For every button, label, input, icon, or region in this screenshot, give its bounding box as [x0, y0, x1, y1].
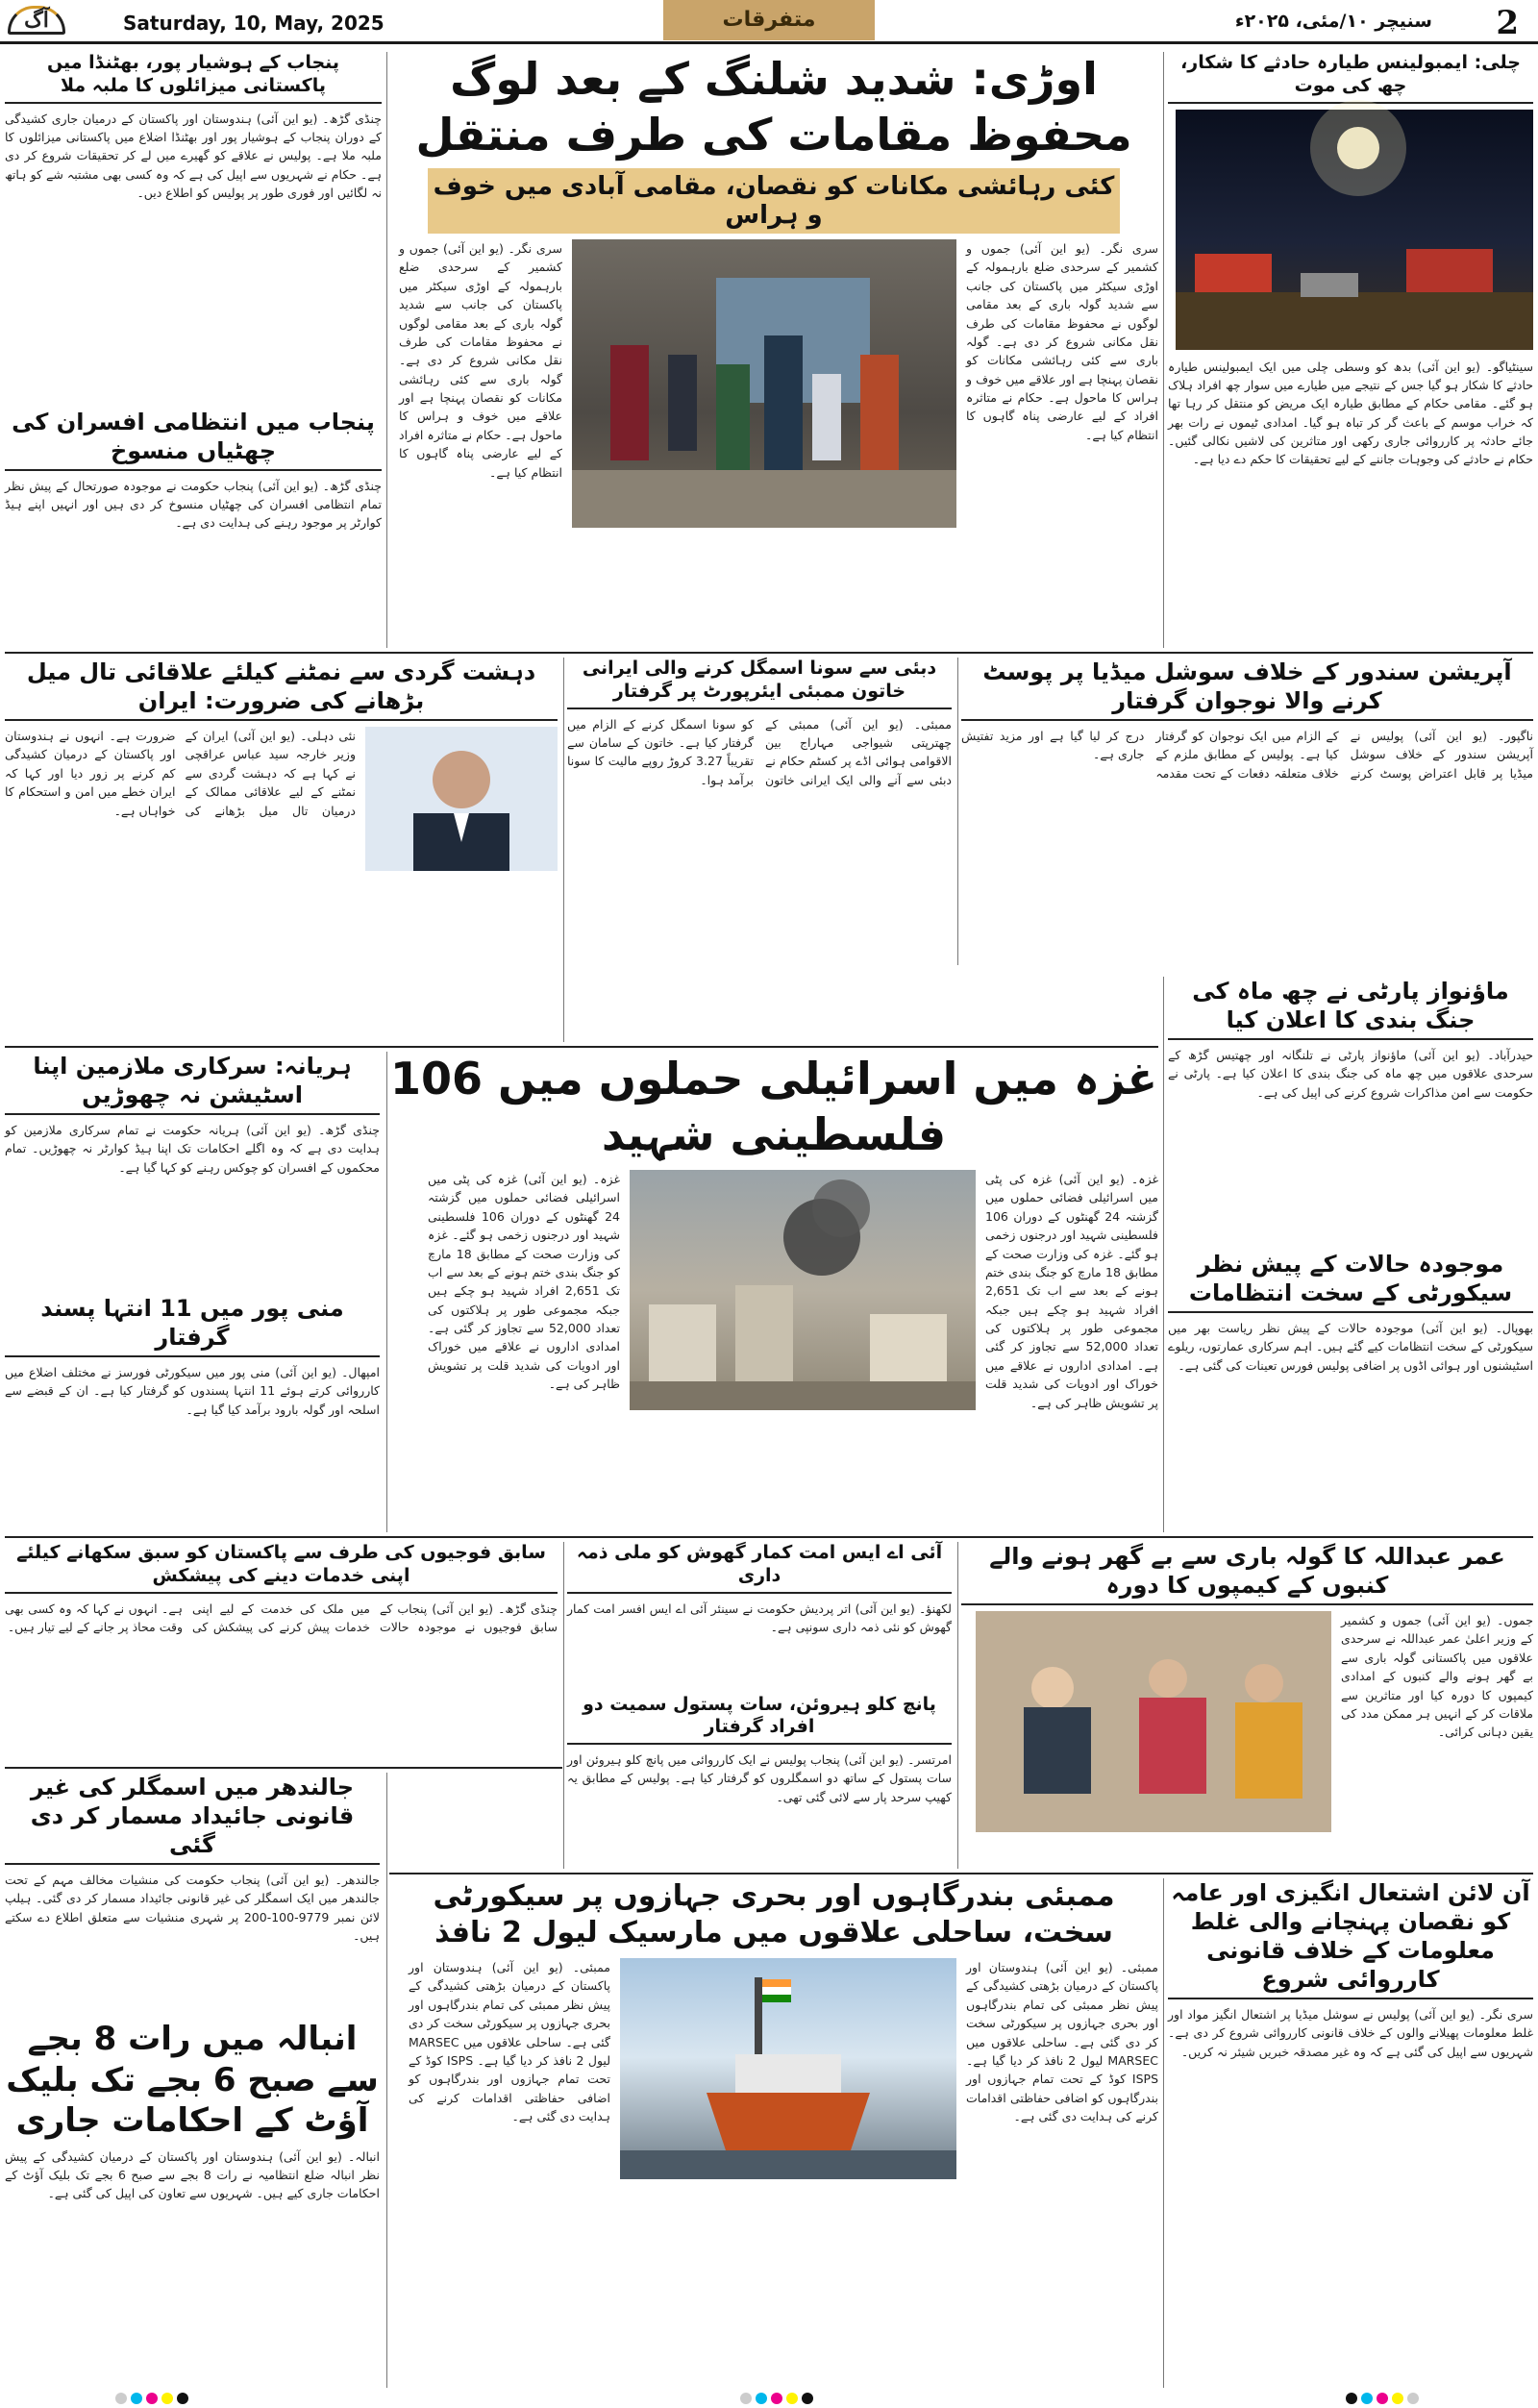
photo-uri-residents — [572, 239, 956, 528]
section-title: متفرقات — [663, 0, 875, 40]
column-rule — [386, 1052, 387, 1532]
photo-iran-minister — [365, 727, 558, 871]
story-gold-smuggling — [567, 658, 952, 1042]
registration-marks-center — [740, 2393, 813, 2404]
photo-ambulance-crash — [1176, 110, 1533, 350]
photo-mumbai-ship — [620, 1958, 956, 2179]
story-headline: سابق فوجیوں کی طرف سے پاکستان کو سبق سکھانے کیلئے اپنی خدمات دینے کی پیشکش — [5, 1542, 558, 1594]
photo-omar-camp — [976, 1611, 1331, 1832]
logo-mark: آگ — [8, 6, 65, 35]
story-maoist — [1168, 977, 1533, 1100]
column-rule — [1163, 977, 1164, 1532]
story-body: جالندھر۔ (یو این آئی) پنجاب حکومت کی منشیات مخالف مہم کے تحت جالندھر میں ایک اسمگلر کی غیر قانونی جائیداد مسمار کر دی گئی۔ ہیلپ لائن نمبر 9779-100-200 پر شہری منشیات سے متعلق اطلاع دے سکتے ہیں۔ — [5, 1873, 380, 1944]
column-rule — [1163, 52, 1164, 648]
photo-gaza-smoke — [630, 1170, 976, 1410]
story-headline: انبالہ میں رات 8 بجے سے صبح 6 بجے تک بلیک آؤٹ کے احکامات جاری — [6, 2020, 379, 2140]
story-headline: آن لائن اشتعال انگیزی اور عامہ کو نقصان پہنچانے والی غلط معلومات کے خلاف قانونی کارروائی شروع — [1168, 1878, 1533, 1999]
story-body: لکھنؤ۔ (یو این آئی) اتر پردیش حکومت نے سینئر آئی اے ایس افسر امت کمار گھوش کو نئی ذمہ داری سونپی ہے۔ — [567, 1601, 952, 1634]
date-english: Saturday, 10, May, 2025 — [123, 12, 384, 35]
story-ambala — [5, 2019, 380, 2389]
story-mumbai-ports — [389, 1878, 1158, 2388]
photo-night-scene — [1176, 110, 1533, 350]
story-body: نئی دہلی۔ (یو این آئی) ایران کے وزیر خارجہ سید عباس عراقچی نے کہا ہے کہ دہشت گردی سے نمٹنے کے لیے علاقائی ممالک کے درمیان تال میل بڑھانے کی ضرورت ہے۔ انہوں نے ہندوستان اور پاکستان کے درمیان کشیدگی کم کرنے پر زور دیا اور کہا کہ ایران خطے میں امن و استحکام کا خواہاں ہے۔ — [5, 729, 356, 818]
story-headline: پانچ کلو ہیروئن، سات پستول سمیت دو افراد گرفتار — [567, 1694, 952, 1746]
column-rule — [1163, 1878, 1164, 2388]
story-body: انبالہ۔ (یو این آئی) ہندوستان اور پاکستان کے درمیان کشیدگی کے پیش نظر انبالہ ضلع انتظامیہ نے رات 8 بجے سے صبح 6 بجے تک بلیک آؤٹ کے احکامات جاری کیے ہیں۔ شہریوں سے تعاون کی اپیل کی گئی ہے۔ — [5, 2148, 380, 2201]
story-body: چنڈی گڑھ۔ (یو این آئی) پنجاب حکومت نے موجودہ صورتحال کے پیش نظر تمام انتظامی افسران کی چھٹیاں منسوخ کر دی ہیں اور انہیں اپنے ہیڈ کوارٹر پر موجود رہنے کی ہدایت دی ہے۔ — [5, 478, 382, 531]
story-headline: دبئی سے سونا اسمگل کرنے والی ایرانی خاتون ممبئی ایئرپورٹ پر گرفتار — [567, 658, 952, 709]
masthead — [0, 0, 1538, 44]
story-body: امپھال۔ (یو این آئی) منی پور میں سیکورٹی فورسز نے مختلف اضلاع میں کارروائی کرتے ہوئے 11 انتہا پسندوں کو گرفتار کیا ہے۔ ان کے قبضے سے اسلحہ اور گولہ بارود برآمد کیا گیا ہے۔ — [5, 1365, 380, 1417]
column-rule — [386, 1773, 387, 2388]
story-headline: ماؤنواز پارٹی نے چھ ماہ کی جنگ بندی کا اعلان کیا — [1168, 977, 1533, 1040]
story-uri — [389, 52, 1158, 648]
story-headline: ہریانہ: سرکاری ملازمین اپنا اسٹیشن نہ چھوڑیں — [5, 1052, 380, 1115]
row-rule — [5, 1046, 1158, 1048]
story-iran — [5, 658, 558, 1042]
row-rule — [5, 652, 1533, 654]
story-chile — [1168, 52, 1533, 648]
photo-camp-visit — [976, 1611, 1331, 1832]
story-headline: غزہ میں اسرائیلی حملوں میں 106 فلسطینی شہید — [389, 1053, 1158, 1160]
story-ias — [567, 1542, 952, 1869]
row-rule — [389, 1873, 1533, 1874]
row-rule — [5, 1767, 562, 1769]
story-body: بھوپال۔ (یو این آئی) موجودہ حالات کے پیش نظر ریاست بھر میں سیکورٹی کے سخت انتظامات کیے گئے ہیں۔ اہم سرکاری عمارتوں، ریلوے اسٹیشنوں اور ہوائی اڈوں پر اضافی پولیس فورس تعینات کی گئی ہے۔ — [1168, 1321, 1533, 1373]
story-operation-sindoor — [961, 658, 1533, 975]
page-number: 2 — [1496, 4, 1519, 42]
story-headline: عمر عبداللہ کا گولہ باری سے بے گھر ہونے والے کنبوں کے کیمپوں کا دورہ — [961, 1542, 1533, 1605]
story-body: چنڈی گڑھ۔ (یو این آئی) ہریانہ حکومت نے تمام سرکاری ملازمین کو ہدایت دی ہے کہ وہ اگلے احکامات تک اپنا ہیڈ کوارٹر نہ چھوڑیں۔ تمام محکموں کے افسران کو چوکس رہنے کو کہا گیا ہے۔ — [5, 1123, 380, 1175]
column-rule — [563, 1542, 564, 1869]
story-headline: آئی اے ایس امت کمار گھوش کو ملی ذمہ داری — [567, 1542, 952, 1594]
story-punjab-missiles — [5, 52, 382, 648]
story-security — [1168, 1250, 1533, 1528]
story-headline: آپریشن سندور کے خلاف سوشل میڈیا پر پوسٹ کرنے والا نوجوان گرفتار — [961, 658, 1533, 721]
story-body: امرتسر۔ (یو این آئی) پنجاب پولیس نے ایک کارروائی میں پانچ کلو ہیروئن اور سات پستول کے ساتھ دو اسمگلروں کو گرفتار کیا ہے۔ پولیس کے مطابق یہ کھیپ سرحد پار سے لائی گئی تھی۔ — [567, 1752, 952, 1804]
story-body-col2: ممبئی۔ (یو این آئی) ہندوستان اور پاکستان کے درمیان بڑھتی کشیدگی کے پیش نظر ممبئی کی تمام بندرگاہوں اور بحری جہازوں پر سیکورٹی سخت کر دی گئی ہے۔ ساحلی علاقوں میں MARSEC لیول 2 نافذ کر دیا گیا ہے۔ ISPS کوڈ کے تحت تمام جہازوں اور بندرگاہوں کو اضافی حفاظتی اقدامات کرنے کی ہدایت دی گئی ہے۔ — [409, 1960, 611, 2123]
row-rule — [5, 1536, 1533, 1538]
story-body: سری نگر۔ (یو این آئی) پولیس نے سوشل میڈیا پر اشتعال انگیز مواد اور غلط معلومات پھیلانے والوں کے خلاف قانونی کارروائی شروع کر دی ہے۔ شہریوں سے اپیل کی گئی ہے کہ وہ غیر مصدقہ خبریں شیئر نہ کریں۔ — [1168, 2007, 1533, 2059]
story-body: ممبئی۔ (یو این آئی) ہندوستان اور پاکستان کے درمیان بڑھتی کشیدگی کے پیش نظر ممبئی کی تمام بندرگاہوں اور بحری جہازوں پر سیکورٹی سخت کر دی گئی ہے۔ ساحلی علاقوں میں MARSEC لیول 2 نافذ کر دیا گیا ہے۔ ISPS کوڈ کے تحت تمام جہازوں اور بندرگاہوں کو اضافی حفاظتی اقدامات کرنے کی ہدایت دی گئی ہے۔ — [966, 1960, 1158, 2123]
story-haryana — [5, 1052, 380, 1532]
story-body: چنڈی گڑھ۔ (یو این آئی) پنجاب کے سابق فوجیوں نے موجودہ حالات میں ملک کی خدمت کے لیے اپنی خدمات پیش کرنے کی پیشکش کی ہے۔ انہوں نے کہا کہ وہ کسی بھی وقت محاذ پر جانے کے لیے تیار ہیں۔ — [5, 1601, 558, 1634]
story-headline: دہشت گردی سے نمٹنے کیلئے علاقائی تال میل بڑھانے کی ضرورت: ایران — [5, 658, 558, 721]
story-headline: پنجاب میں انتظامی افسران کی چھٹیاں منسوخ — [5, 408, 382, 471]
column-rule — [957, 1542, 958, 1869]
column-rule — [386, 52, 387, 648]
story-body: سری نگر۔ (یو این آئی) جموں و کشمیر کے سرحدی ضلع بارہمولہ کے اوڑی سیکٹر میں پاکستان کی جانب سے شدید گولہ باری کے بعد مقامی لوگوں نے محفوظ مقامات کی طرف نقل مکانی شروع کر دی ہے۔ گولہ باری سے کئی رہائشی مکانات کو نقصان پہنچا ہے اور علاقے میں خوف و ہراس کا ماحول ہے۔ حکام نے متاثرہ افراد کے لیے عارضی پناہ گاہوں کا انتظام کیا ہے۔ — [966, 241, 1158, 442]
story-headline: اوڑی: شدید شلنگ کے بعد لوگ محفوظ مقامات کی طرف منتقل — [415, 53, 1132, 161]
photo-portrait — [365, 727, 558, 871]
story-online-misinfo — [1168, 1878, 1533, 2388]
photo-naval-ship — [620, 1958, 956, 2179]
story-body-col2: سری نگر۔ (یو این آئی) جموں و کشمیر کے سرحدی ضلع بارہمولہ کے اوڑی سیکٹر میں پاکستان کی جانب سے شدید گولہ باری کے بعد مقامی لوگوں نے محفوظ مقامات کی طرف نقل مکانی شروع کر دی ہے۔ گولہ باری سے کئی رہائشی مکانات کو نقصان پہنچا ہے اور علاقے میں خوف و ہراس کا ماحول ہے۔ حکام نے متاثرہ افراد کے لیے عارضی پناہ گاہوں کا انتظام کیا ہے۔ — [399, 241, 562, 480]
story-body: حیدرآباد۔ (یو این آئی) ماؤنواز پارٹی نے تلنگانہ اور چھتیس گڑھ کے سرحدی علاقوں میں چھ ماہ کی جنگ بندی کا اعلان کیا ہے۔ پارٹی نے حکومت سے امن مذاکرات شروع کرنے کی اپیل کی ہے۔ — [1168, 1048, 1533, 1100]
story-body: ممبئی۔ (یو این آئی) ممبئی کے چھترپتی شیواجی مہاراج بین الاقوامی ہوائی اڈے پر کسٹم حکام نے دبئی سے آنے والی ایک ایرانی خاتون کو سونا اسمگل کرنے کے الزام میں گرفتار کیا ہے۔ خاتون کے سامان سے تقریباً 3.27 کروڑ روپے مالیت کا سونا برآمد ہوا۔ — [567, 716, 952, 787]
registration-marks-left — [115, 2393, 188, 2404]
column-rule — [563, 658, 564, 1042]
story-gaza — [389, 1052, 1158, 1532]
story-body: ناگپور۔ (یو این آئی) پولیس نے آپریشن سندور کے خلاف سوشل میڈیا پر قابل اعتراض پوسٹ کرنے کے الزام میں ایک نوجوان کو گرفتار کیا ہے۔ پولیس کے مطابق ملزم کے خلاف متعلقہ دفعات کے تحت مقدمہ درج کر لیا گیا ہے اور مزید تفتیش جاری ہے۔ — [961, 729, 1533, 781]
column-rule — [957, 658, 958, 965]
registration-marks-right — [1346, 2393, 1419, 2404]
story-body: سینٹیاگو۔ (یو این آئی) بدھ کو وسطی چلی میں ایک ایمبولینس طیارہ حادثے کا شکار ہو گیا جس کے نتیجے میں طیارے میں سوار چھ افراد ہلاک ہو گئے۔ مقامی حکام کے مطابق طیارہ ایک مریض کو منتقل کر رہا تھا کہ خراب موسم کے باعث گر کر تباہ ہو گیا۔ امدادی ٹیموں نے رات بھر جائے حادثہ پر کارروائی جاری رکھی اور متاثرین کی لاشیں نکالی گئیں۔ حکام نے حادثے کی وجوہات جاننے کے لیے تحقیقات کا حکم دے دیا ہے۔ — [1168, 359, 1533, 467]
story-headline: چلی: ایمبولینس طیارہ حادثے کا شکار، چھ کی موت — [1168, 52, 1533, 104]
story-body: غزہ۔ (یو این آئی) غزہ کی پٹی میں اسرائیلی فضائی حملوں میں گزشتہ 24 گھنٹوں کے دوران 106 فلسطینی شہید اور درجنوں زخمی ہو گئے۔ غزہ کی وزارت صحت کے مطابق 18 مارچ کو جنگ بندی ختم ہونے کے بعد سے اب تک 2,651 افراد شہید ہو چکے ہیں جبکہ مجموعی طور پر ہلاکتوں کی تعداد 52,000 سے تجاوز کر گئی ہے۔ امدادی اداروں نے علاقے میں خوراک اور ادویات کی شدید قلت پر تشویش ظاہر کی ہے۔ — [985, 1172, 1158, 1410]
story-omar — [961, 1542, 1533, 1869]
story-headline: جالندھر میں اسمگلر کی غیر قانونی جائیداد مسمار کر دی گئی — [5, 1773, 380, 1865]
story-body-col2: غزہ۔ (یو این آئی) غزہ کی پٹی میں اسرائیلی فضائی حملوں میں گزشتہ 24 گھنٹوں کے دوران 106 فلسطینی شہید اور درجنوں زخمی ہو گئے۔ غزہ کی وزارت صحت کے مطابق 18 مارچ کو جنگ بندی ختم ہونے کے بعد سے اب تک 2,651 افراد شہید ہو چکے ہیں جبکہ مجموعی طور پر ہلاکتوں کی تعداد 52,000 سے تجاوز کر گئی ہے۔ امدادی اداروں نے علاقے میں خوراک اور ادویات کی شدید قلت پر تشویش ظاہر کی ہے۔ — [428, 1172, 620, 1392]
story-body: چنڈی گڑھ۔ (یو این آئی) ہندوستان اور پاکستان کے درمیان جاری کشیدگی کے دوران پنجاب کے ہوشیار پور اور بھٹنڈا اضلاع میں پاکستانی میزائلوں کا ملبہ ملا ہے۔ پولیس نے علاقے کو گھیرے میں لے کر تحقیقات شروع کر دی ہے۔ حکام نے شہریوں سے اپیل کی ہے کہ وہ کسی بھی مشتبہ شے کو ہاتھ نہ لگائیں اور فوری طور پر پولیس کو اطلاع دیں۔ — [5, 111, 382, 200]
story-headline: ممبئی بندرگاہوں اور بحری جہازوں پر سیکورٹی سخت، ساحلی علاقوں میں مارسیک لیول 2 نافذ — [433, 1879, 1115, 1949]
story-body: جموں۔ (یو این آئی) جموں و کشمیر کے وزیر اعلیٰ عمر عبداللہ نے سرحدی علاقوں میں پاکستانی گولہ باری سے بے گھر ہونے والے کنبوں کے امدادی کیمپوں کا دورہ کیا اور متاثرین سے ملاقات کر کے انہیں ہر ممکن مدد کی یقین دہانی کرائی۔ — [1341, 1613, 1533, 1740]
story-jalandhar — [5, 1773, 380, 2013]
date-urdu: سنیچر ۱۰/مئی، ۲۰۲۵ء — [1234, 11, 1432, 32]
story-headline: موجودہ حالات کے پیش نظر سیکورٹی کے سخت انتظامات — [1168, 1250, 1533, 1313]
story-ex-servicemen — [5, 1542, 558, 1763]
photo-people — [572, 239, 956, 528]
newspaper-logo — [8, 6, 113, 38]
photo-destruction — [630, 1170, 976, 1410]
story-subheadline: کئی رہائشی مکانات کو نقصان، مقامی آبادی میں خوف و ہراس — [428, 168, 1120, 234]
story-headline: منی پور میں 11 انتہا پسند گرفتار — [5, 1294, 380, 1357]
story-headline: پنجاب کے ہوشیار پور، بھٹنڈا میں پاکستانی میزائلوں کا ملبہ ملا — [5, 52, 382, 104]
